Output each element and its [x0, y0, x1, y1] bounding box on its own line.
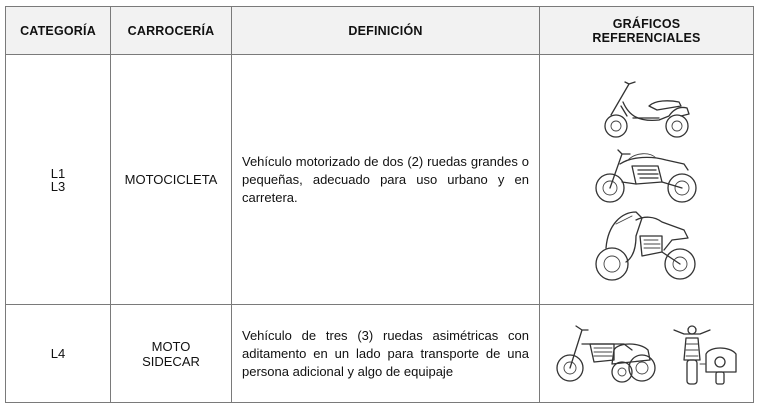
header-graficos: [540, 7, 754, 55]
sidecar-front-drawing: [670, 320, 740, 388]
carroceria-value: SIDECAR: [142, 353, 200, 369]
graficos-cell: [540, 305, 754, 403]
definicion-cell: Vehículo motorizado de dos (2) ruedas grandes o pequeñas, adecuado para uso urbano y en carretera.: [232, 55, 540, 305]
vehicle-category-table: [5, 6, 754, 403]
categoria-value: L3: [50, 178, 66, 194]
sport-motorcycle-drawing: [592, 206, 702, 284]
carroceria-value: MOTO: [151, 338, 191, 354]
carroceria-cell: [111, 305, 232, 403]
sidecar-side-drawing: [554, 320, 658, 388]
header-carroceria: CARROCERÍA: [111, 7, 232, 55]
table-header-row: [6, 7, 754, 55]
categoria-cell: L4: [6, 305, 111, 403]
table-row: [6, 305, 754, 403]
header-graficos-line2: REFERENCIALES: [592, 30, 701, 45]
header-categoria: CATEGORÍA: [6, 7, 111, 55]
carroceria-cell: MOTOCICLETA: [111, 55, 232, 305]
categoria-value: L1: [50, 165, 66, 181]
scooter-drawing: [599, 76, 695, 142]
header-definicion: DEFINICIÓN: [232, 7, 540, 55]
naked-motorcycle-drawing: [592, 142, 702, 206]
header-graficos-line1: GRÁFICOS: [612, 16, 681, 31]
graficos-cell: [540, 55, 754, 305]
definicion-cell: Vehículo de tres (3) ruedas asimétricas con aditamento en un lado para transporte de una persona adicional y algo de equipaje: [232, 305, 540, 403]
table-row: [6, 55, 754, 305]
categoria-cell: [6, 55, 111, 305]
